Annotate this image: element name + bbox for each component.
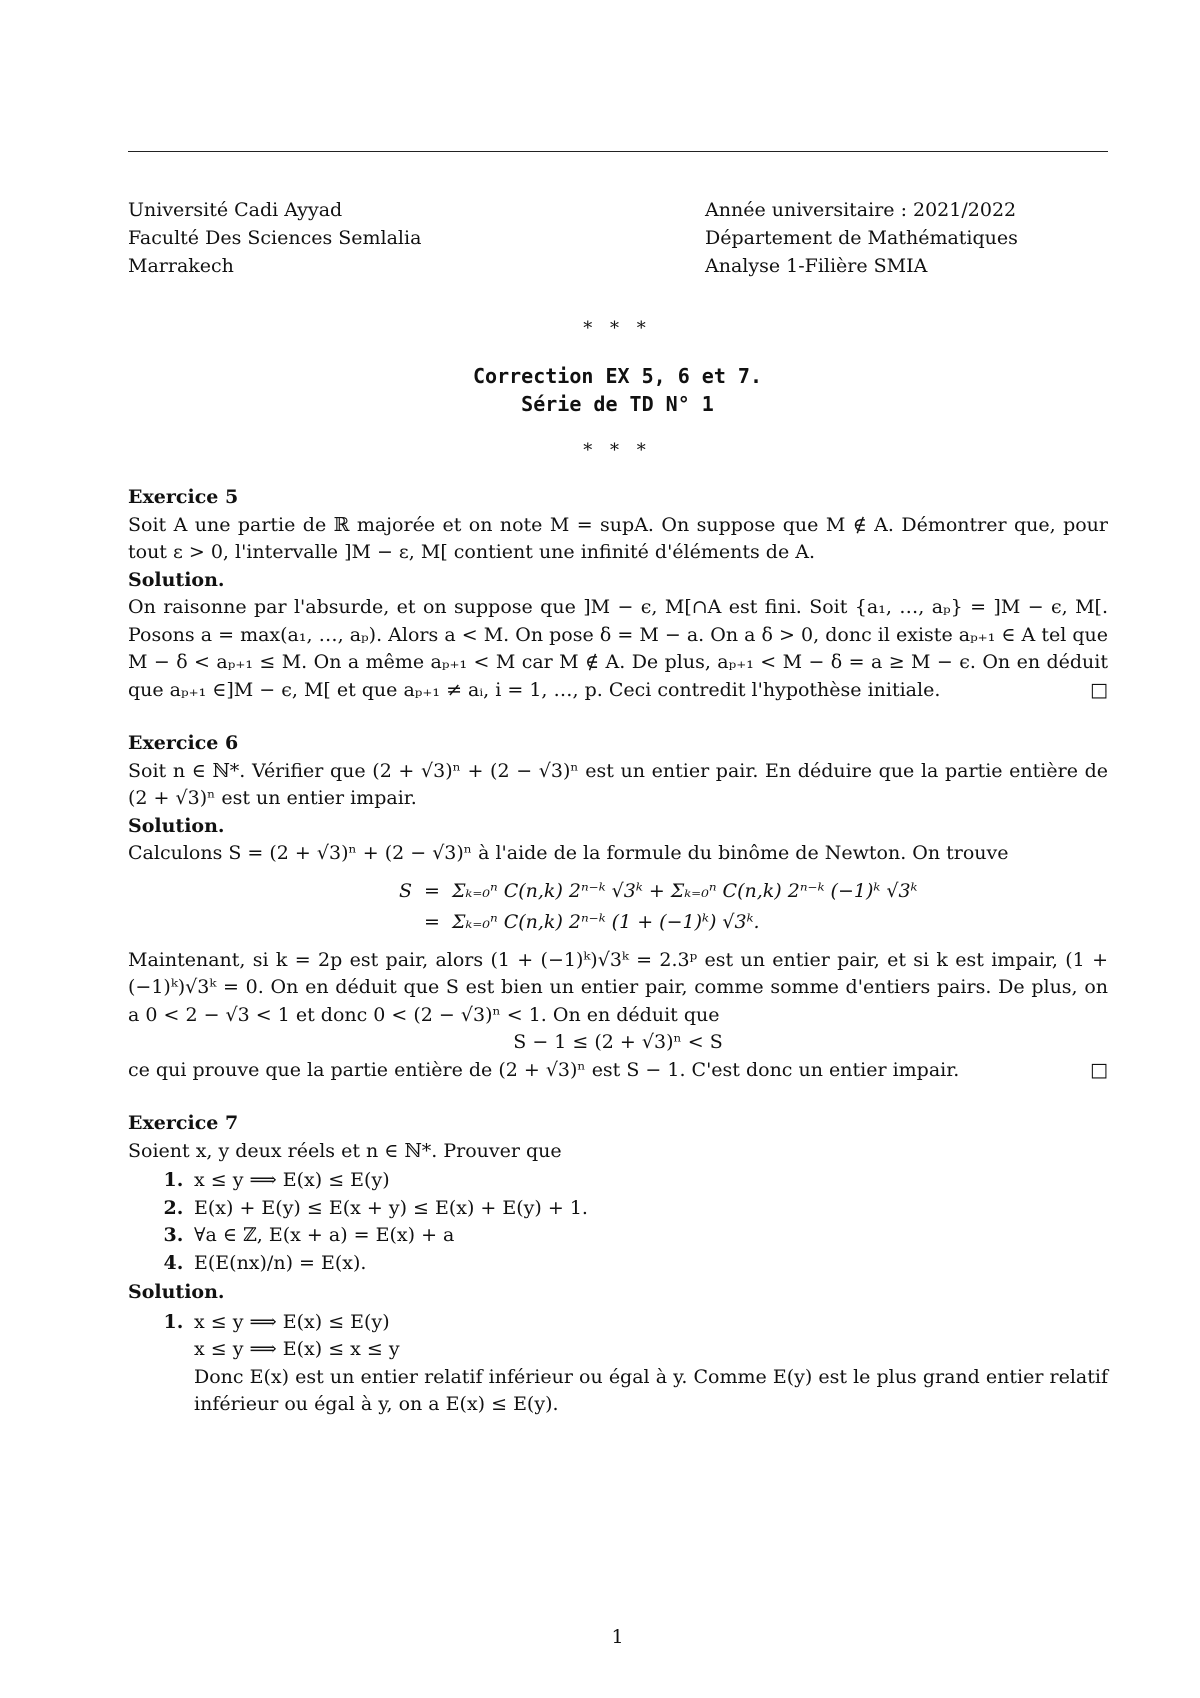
- exercise-5-solution-label: Solution.: [128, 568, 225, 591]
- exercise-5-heading: Exercice 5: [128, 486, 239, 508]
- course-name: Analyse 1-Filière SMIA: [705, 255, 928, 277]
- exercise-7-items: [128, 1167, 1108, 1277]
- exercise-6-solution-label: Solution.: [128, 814, 225, 837]
- qed-symbol: □: [1090, 1058, 1108, 1081]
- exercise-6-statement: Soit n ∈ ℕ*. Vérifier que (2 + √3)ⁿ + (2 − √3)ⁿ est un entier pair. En déduire que la partie entière de (2 + √3)ⁿ est un entier impair.: [128, 759, 1108, 809]
- equation-rhs-2: Σₖ₌₀ⁿ C(n,k) 2ⁿ⁻ᵏ (1 + (−1)ᵏ) √3ᵏ.: [451, 911, 760, 933]
- stars-separator-bottom: * * *: [583, 440, 652, 461]
- exercise-6-conclusion-text: ce qui prouve que la partie entière de (2 + √3)ⁿ est S − 1. C'est donc un entier impair.: [128, 1058, 960, 1081]
- document-title: [0, 362, 1200, 418]
- exercise-5: [128, 484, 1108, 704]
- faculty-name: Faculté Des Sciences Semlalia: [128, 227, 422, 249]
- solution-1-line-3: Donc E(x) est un entier relatif inférieur ou égal à y. Comme E(y) est le plus grand entier relatif inférieur ou égal à y, on a E(x) ≤ E(y).: [194, 1365, 1108, 1415]
- exercise-6-intro: Calculons S = (2 + √3)ⁿ + (2 − √3)ⁿ à l'aide de la formule du binôme de Newton. On trouve: [128, 842, 1009, 864]
- exercise-5-statement: Soit A une partie de ℝ majorée et on note M = supA. On suppose que M ∉ A. Démontrer que, pour tout ε > 0, l'intervalle ]M − ε, M[ contient une infinité d'éléments de A.: [128, 513, 1108, 563]
- equation-equals-2: =: [424, 911, 440, 933]
- inequality-display: S − 1 ≤ (2 + √3)ⁿ < S: [513, 1031, 723, 1053]
- equation-rhs-1: Σₖ₌₀ⁿ C(n,k) 2ⁿ⁻ᵏ √3ᵏ + Σₖ₌₀ⁿ C(n,k) 2ⁿ⁻ᵏ (−1)ᵏ √3ᵏ: [451, 879, 918, 902]
- exercise-7-statement: Soient x, y deux réels et n ∈ ℕ*. Prouver que: [128, 1139, 562, 1162]
- header-left: [128, 196, 421, 280]
- title-line-1: Correction EX 5, 6 et 7.: [473, 364, 762, 388]
- header-right: [705, 196, 1018, 280]
- title-line-2: Série de TD N° 1: [521, 392, 714, 416]
- exercise-7-solution-items: [128, 1309, 1108, 1419]
- list-item: 4. E(E(nx)/n) = E(x).: [190, 1250, 1108, 1278]
- list-item: 2. E(x) + E(y) ≤ E(x + y) ≤ E(x) + E(y) + 1.: [190, 1195, 1108, 1223]
- academic-year: Année universitaire : 2021/2022: [705, 199, 1017, 221]
- department-name: Département de Mathématiques: [705, 227, 1018, 249]
- equation-lhs: S: [399, 879, 413, 902]
- solution-1-line-1: 1. x ≤ y ⟹ E(x) ≤ E(y): [194, 1310, 390, 1333]
- exercise-7-heading: Exercice 7: [128, 1112, 239, 1134]
- exercise-6-conclusion: [128, 1057, 1108, 1085]
- document-body: [128, 484, 1108, 1421]
- list-item: [190, 1309, 1108, 1419]
- page-number: 1: [611, 1626, 624, 1648]
- exercise-7-solution-label: Solution.: [128, 1281, 225, 1303]
- exercise-6: [128, 730, 1108, 1084]
- list-item: 1. x ≤ y ⟹ E(x) ≤ E(y): [190, 1167, 1108, 1195]
- exercise-6-heading: Exercice 6: [128, 732, 239, 754]
- exercise-7: [128, 1110, 1108, 1419]
- list-item: 3. ∀a ∈ ℤ, E(x + a) = E(x) + a: [190, 1222, 1108, 1250]
- university-name: Université Cadi Ayyad: [128, 199, 343, 221]
- qed-symbol: □: [1090, 678, 1108, 701]
- stars-separator-top: * * *: [583, 318, 652, 339]
- exercise-5-solution-text: On raisonne par l'absurde, et on suppose que ]M − ϵ, M[∩A est fini. Soit {a₁, …, aₚ} = ]M − ϵ, M[. Posons a = max(a₁, …, aₚ). Alors a < M. On pose δ = M − a. On a δ > 0, donc il existe aₚ₊₁ ∈ A tel que M − δ < aₚ₊₁ ≤ M. On a même aₚ₊₁ < M car M ∉ A. De plus, aₚ₊₁ < M − δ = a ≥ M − ϵ. On en déduit que aₚ₊₁ ∈]M − ϵ, M[ et que aₚ₊₁ ≠ aᵢ, i = 1, …, p. Ceci contredit l'hypothèse initiale.: [128, 596, 1108, 701]
- equation-equals-1: =: [424, 879, 440, 902]
- binomial-equation: [128, 876, 1108, 939]
- solution-1-line-2: x ≤ y ⟹ E(x) ≤ x ≤ y: [194, 1338, 400, 1360]
- top-rule: [128, 151, 1108, 152]
- exercise-5-solution: [128, 594, 1108, 704]
- city-name: Marrakech: [128, 255, 234, 277]
- exercise-6-paragraph-2: Maintenant, si k = 2p est pair, alors (1 + (−1)ᵏ)√3ᵏ = 2.3ᵖ est un entier pair, et si k est impair, (1 + (−1)ᵏ)√3ᵏ = 0. On en déduit que S est bien un entier pair, comme somme d'entiers pairs. De plus, on a 0 < 2 − √3 < 1 et donc 0 < (2 − √3)ⁿ < 1. On en déduit que: [128, 948, 1108, 1026]
